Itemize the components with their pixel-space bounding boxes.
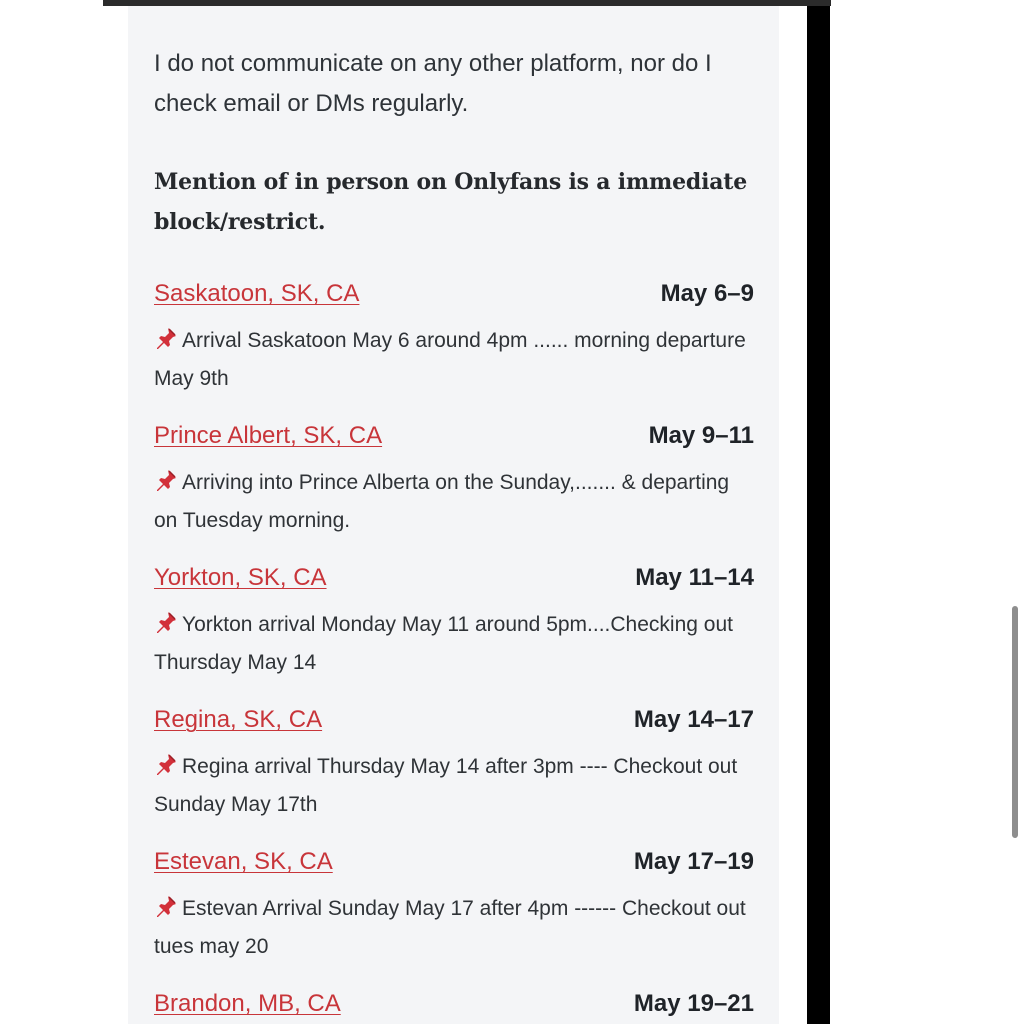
event-item — [154, 280, 754, 422]
event-description — [154, 465, 754, 538]
event-dates: May 9–11 — [648, 422, 754, 449]
city-link[interactable]: Yorkton, SK, CA — [154, 564, 327, 591]
city-link[interactable]: Regina, SK, CA — [154, 706, 323, 733]
scrollbar-thumb[interactable] — [1012, 606, 1018, 838]
event-item — [154, 848, 754, 990]
city-link[interactable]: Prince Albert, SK, CA — [154, 422, 383, 449]
notice-text: Mention of in person on Onlyfans is a immediate block/restrict. — [154, 169, 748, 235]
event-description-text: Arrival Saskatoon May 6 around 4pm ...... morning departure May 9th — [154, 329, 746, 390]
pushpin-icon — [154, 468, 182, 503]
pushpin-icon — [154, 752, 182, 787]
event-header — [154, 706, 754, 744]
event-header — [154, 564, 754, 602]
city-link[interactable]: Saskatoon, SK, CA — [154, 280, 360, 307]
event-item — [154, 564, 754, 706]
event-dates: May 17–19 — [633, 848, 754, 875]
pushpin-icon — [154, 894, 182, 929]
pushpin-icon — [154, 610, 182, 645]
event-dates: May 14–17 — [633, 706, 754, 733]
content-panel — [128, 6, 779, 1024]
event-description-text: Yorkton arrival Monday May 11 around 5pm....Checking out Thursday May 14 — [154, 613, 733, 674]
event-description — [154, 607, 754, 680]
event-header — [154, 990, 754, 1024]
event-description — [154, 323, 754, 396]
event-item — [154, 990, 754, 1024]
city-link[interactable]: Estevan, SK, CA — [154, 848, 333, 875]
intro-text: I do not communicate on any other platform, nor do I check email or DMs regularly. — [154, 50, 712, 117]
event-dates: May 6–9 — [660, 280, 754, 307]
event-dates: May 11–14 — [635, 564, 754, 591]
event-item — [154, 706, 754, 848]
event-description-text: Arriving into Prince Alberta on the Sunday,....... & departing on Tuesday morning. — [154, 471, 730, 532]
event-header — [154, 280, 754, 318]
event-description-text: Regina arrival Thursday May 14 after 3pm ---- Checkout out Sunday May 17th — [154, 755, 738, 816]
event-description — [154, 891, 754, 964]
event-description — [154, 749, 754, 822]
event-list — [154, 280, 754, 1024]
event-dates: May 19–21 — [633, 990, 754, 1017]
city-link[interactable]: Brandon, MB, CA — [154, 990, 341, 1017]
event-item — [154, 422, 754, 564]
event-header — [154, 422, 754, 460]
event-header — [154, 848, 754, 886]
content-area — [154, 44, 754, 1024]
event-description-text: Estevan Arrival Sunday May 17 after 4pm ------ Checkout out tues may 20 — [154, 897, 746, 958]
right-edge-bar — [807, 6, 830, 1024]
pushpin-icon — [154, 326, 182, 361]
